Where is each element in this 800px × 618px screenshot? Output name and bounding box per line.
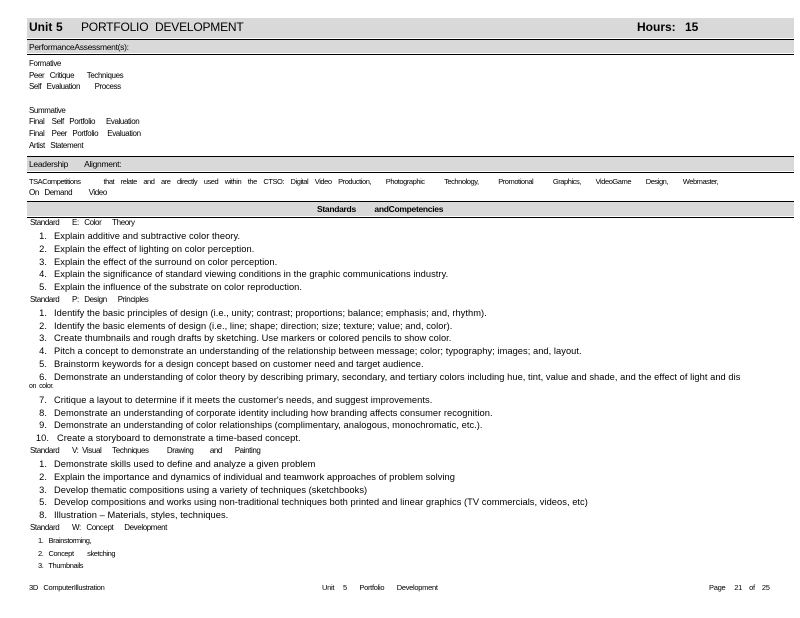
standards-heading: Standards andCompetencies bbox=[317, 204, 444, 214]
hours-value: 15 bbox=[685, 20, 699, 34]
summative-line-2: Final Peer Portfolio Evaluation bbox=[29, 129, 141, 138]
standards-heading-bar bbox=[27, 202, 794, 216]
standard-p-item: 6. Demonstrate an understanding of color theory by describing primary, secondary, and tertiary colors including hue, tint, value and shade, and the effect of light and dis bbox=[39, 372, 741, 382]
unit-title-word1: PORTFOLIO bbox=[81, 20, 149, 34]
formative-line-1: Peer Critique Techniques bbox=[29, 71, 124, 80]
summative-title: Summative bbox=[29, 106, 66, 115]
unit-number: 5 bbox=[56, 20, 63, 34]
summative-line-3: Artist Statement bbox=[29, 141, 84, 150]
footer-center: Unit 5 Portfolio Development bbox=[322, 583, 438, 592]
unit-header-bar bbox=[27, 18, 794, 38]
standard-w-item: 1. Brainstorming, bbox=[38, 536, 92, 545]
formative-line-2: Self Evaluation Process bbox=[29, 82, 121, 91]
standard-e-label: Standard E: Color Theory bbox=[30, 218, 135, 227]
standard-w-item: 2. Concept sketching bbox=[38, 549, 116, 558]
performance-heading: PerformanceAssessment(s): bbox=[29, 42, 129, 52]
standard-p-label: Standard P: Design Principles bbox=[30, 295, 149, 304]
unit-label: Unit bbox=[29, 20, 53, 34]
standard-v-label: Standard V: Visual Techniques Drawing and Painting bbox=[30, 446, 261, 455]
summative-line-1: Final Self Portfolio Evaluation bbox=[29, 117, 140, 126]
leadership-heading-bar bbox=[27, 157, 794, 171]
divider bbox=[27, 217, 794, 218]
unit-title-word2: DEVELOPMENT bbox=[155, 20, 244, 34]
standard-w-item: 3. Thumbnails bbox=[38, 561, 84, 570]
footer-left: 3D ComputerIllustration bbox=[29, 583, 105, 592]
leadership-text-line-2: On Demand Video bbox=[29, 188, 107, 197]
leadership-text-line-1: TSACompetitions that relate and are directly used within the CTSO: Digital Video Production, Photographic Technology, Promotional Graphics, VideoGame Design, Webmaster, bbox=[29, 177, 719, 186]
divider bbox=[27, 172, 794, 173]
formative-title: Formative bbox=[29, 59, 61, 68]
document-page: Unit 5 PORTFOLIO DEVELOPMENT Hours: 15 PerformanceAssessment(s): Formative Peer Critique Techniques Self Evaluation Process Summative Final Self Portfolio Evaluation Final Peer Portfolio Evaluation Artist Statement Leadership Alignment: TSACompetitions that relate and are directly used within the CTSO: Digital Video Production, Photographic Technology, Promotional Graphics, VideoGame Design, Webmaster, On Demand Video Standards andCompetencies Standard E: Color Theory 1. Explain additive and subtractive color theory. 2. Explain the effect of lighting on color perception. 3. Explain the effect of the surround on color perception. 4. Explain the significance of standard viewing conditions in the graphic communications industry. 5. Explain the influence of the substrate on color reproduction. Standard P: Design Principles 1. Identify the basic principles of design (i.e., unity; contrast; proportions; balance; emphasis; and, rhythm). 2. Identify the basic elements of design (i.e., line; shape; direction; size; texture; value; and, color). 3. Create thumbnails and rough drafts by sketching. Use markers or colored pencils to show color. 4. Pitch a concept to demonstrate an understanding of the relationship between message; color; typography; images; and, layout. 5. Brainstorm keywords for a design concept based on customer need and target audience. 6. Demonstrate an understanding of color theory by describing primary, secondary, and tertiary colors including hue, tint, value and shade, and the effect of light and dis on color. 7. Critique a layout to determine if it meets the customer's needs, and suggest improvements. 8. Demonstrate an understanding of corporate identity including how branding affects consumer recognition. 9. Demonstrate an understanding of color relationships (complimentary, analogous, monochromatic, etc.). 10. Create a storyboard to demonstrate a time-based concept. Standard V: Visual Techniques Drawing and Painting 1. Demonstrate skills used to define and analyze a given problem 2. Explain the importance and dynamics of individual and teamwork approaches of problem solving 3. Develop thematic compositions using a variety of techniques (sketchbooks) 5. Develop compositions and works using non-traditional techniques both printed and linear graphics (TV commercials, videos, etc) 8. Illustration – Materials, styles, techniques. Standard W: Concept Development 1. Brainstorming, 2. Concept sketching 3. Thumbnails 3D ComputerIllustration Unit 5 Portfolio Development Page 21 of 25 bbox=[0, 0, 800, 618]
performance-heading-bar bbox=[27, 40, 794, 53]
divider bbox=[27, 54, 794, 55]
hours-label: Hours: bbox=[637, 20, 676, 34]
standard-w-label: Standard W: Concept Development bbox=[30, 523, 167, 532]
leadership-heading: Leadership Alignment: bbox=[29, 159, 122, 169]
footer-page-number: Page 21 of 25 bbox=[709, 583, 770, 592]
standard-p-item6-wrap: on color. bbox=[29, 383, 54, 390]
